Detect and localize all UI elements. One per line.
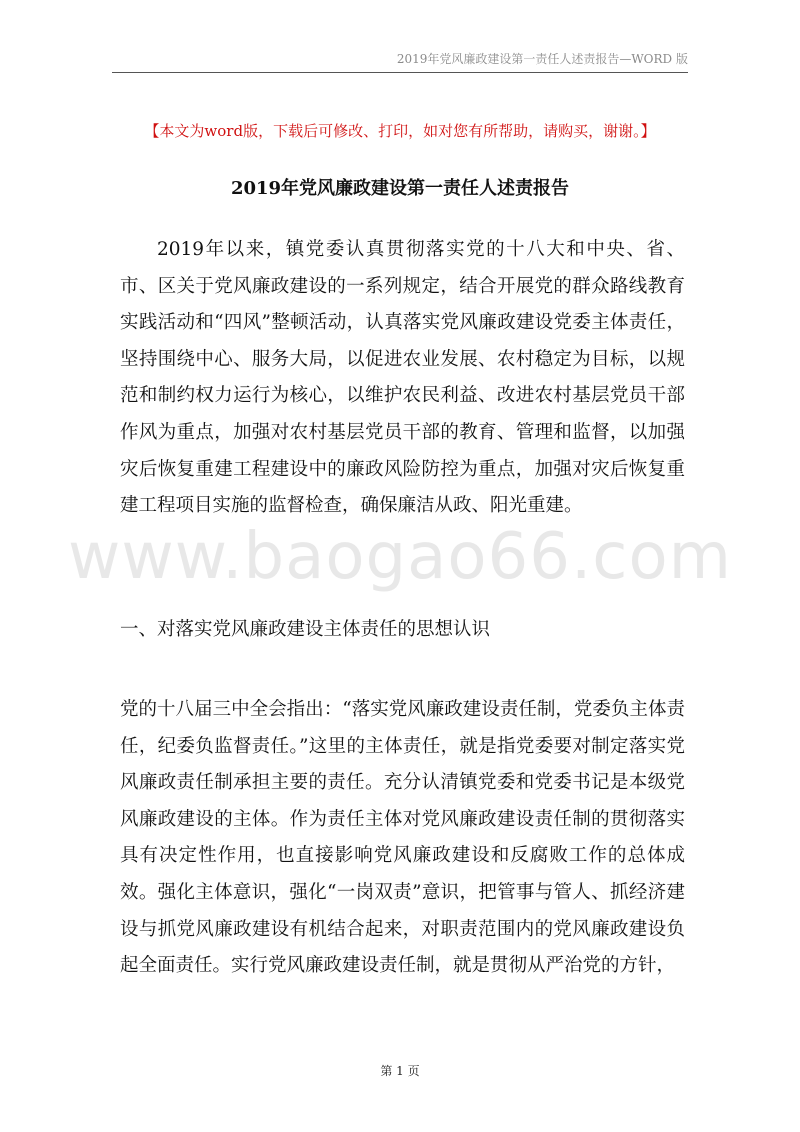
paragraph-intro: 2019年以来，镇党委认真贯彻落实党的十八大和中央、省、市、区关于党风廉政建设的一系列规定，结合开展党的群众路线教育实践活动和“四风”整顿活动，认真落实党风廉政建设党委主体责任，坚持围绕中心、服务大局，以促进农业发展、农村稳定为目标，以规范和制约权力运行为核心，以维护农民利益、改进农村基层党员干部作风为重点，加强对农村基层党员干部的教育、管理和监督，以加强灾后恢复重建工程建设中的廉政风险防控为重点，加强对灾后恢复重建工程项目实施的监督检查，确保廉洁从政、阳光重建。 <box>120 239 685 517</box>
running-header: 2019年党风廉政建设第一责任人述责报告—WORD 版 <box>396 52 688 66</box>
page-number: 第 1 页 <box>380 1064 420 1078</box>
section-heading: 一、对落实党风廉政建设主体责任的思想认识 <box>120 619 491 640</box>
header-divider <box>112 72 688 73</box>
watermark-text: www.baogao66.com <box>68 520 732 594</box>
purchase-notice: 【本文为word版，下载后可修改、打印，如对您有所帮助，请购买，谢谢。】 <box>144 122 656 140</box>
document-title: 2019年党风廉政建设第一责任人述责报告 <box>230 178 570 199</box>
paragraph-body: 党的十八届三中全会指出：“落实党风廉政建设责任制，党委负主体责任，纪委负监督责任。”这里的主体责任，就是指党委要对制定落实党风廉政责任制承担主要的责任。充分认清镇党委和党委书记是本级党风廉政建设的主体。作为责任主体对党风廉政建设责任制的贯彻落实具有决定性作用，也直接影响党风廉政建设和反腐败工作的总体成效。强化主体意识，强化“一岗双责”意识，把管事与管人、抓经济建设与抓党风廉政建设有机结合起来，对职责范围内的党风廉政建设负起全面责任。实行党风廉政建设责任制，就是贯彻从严治党的方针， <box>120 699 685 977</box>
